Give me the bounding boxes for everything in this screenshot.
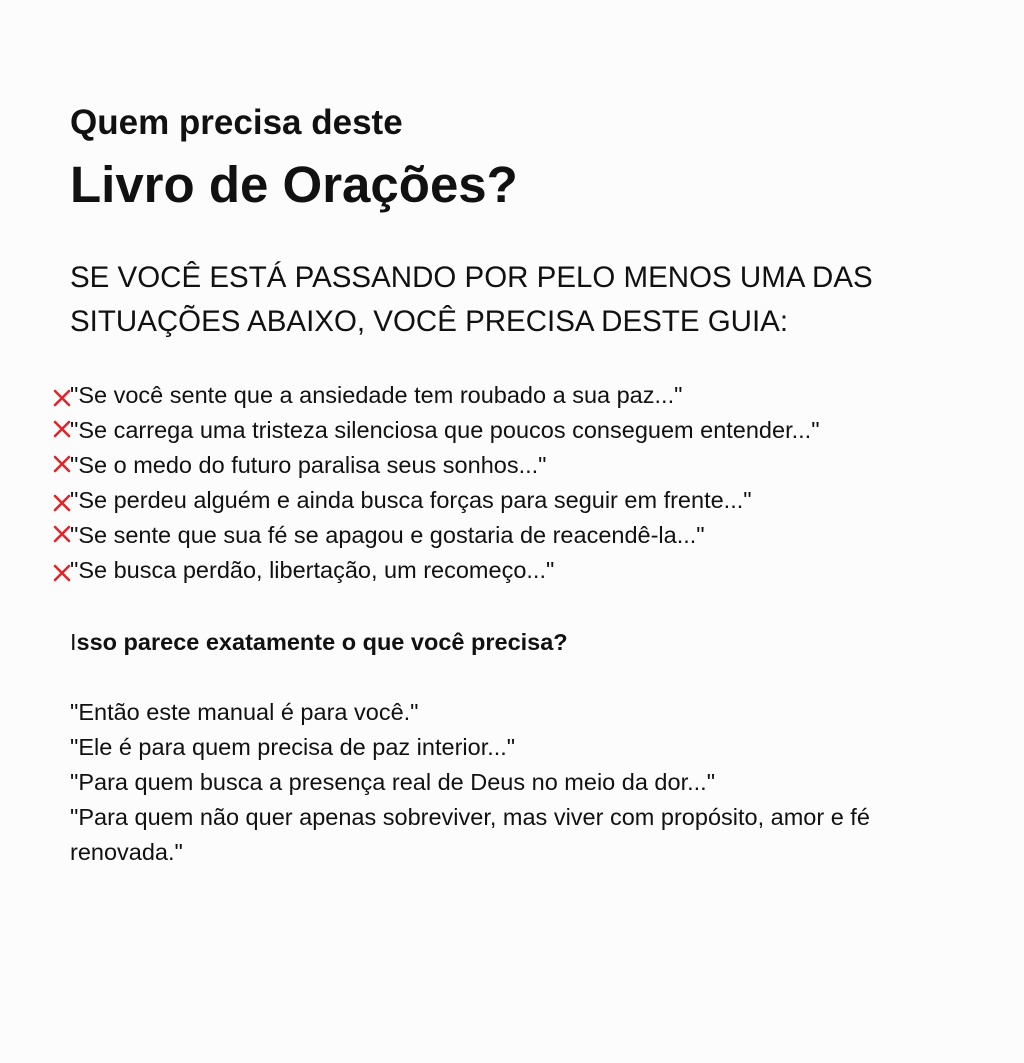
situation-item <box>40 448 820 483</box>
question-text: sso parece exatamente o que você precisa? <box>76 629 568 655</box>
situation-item <box>40 413 820 448</box>
closing-line: "Para quem não quer apenas sobreviver, mas viver com propósito, amor e fé renovada." <box>70 804 870 865</box>
x-mark-icon <box>52 454 72 474</box>
page-kicker: Quem precisa deste <box>70 103 403 142</box>
x-mark-icon <box>52 419 72 439</box>
situation-text: "Se busca perdão, libertação, um recomeço..." <box>70 557 555 583</box>
situation-text: "Se carrega uma tristeza silenciosa que poucos conseguem entender..." <box>70 417 820 443</box>
intro-line: SE VOCÊ ESTÁ PASSANDO POR PELO MENOS UMA DAS <box>70 261 873 294</box>
situation-item <box>40 518 820 553</box>
situation-text: "Se o medo do futuro paralisa seus sonhos..." <box>70 452 547 478</box>
question-heading <box>70 626 568 658</box>
intro-text <box>70 256 950 344</box>
closing-line: "Então este manual é para você." <box>70 699 419 725</box>
situation-item <box>40 553 820 588</box>
closing-paragraph <box>70 695 930 870</box>
closing-line: "Para quem busca a presença real de Deus no meio da dor..." <box>70 769 716 795</box>
x-mark-icon <box>52 388 72 408</box>
situation-item <box>40 483 820 518</box>
situation-item <box>40 378 820 413</box>
situation-text: "Se você sente que a ansiedade tem roubado a sua paz..." <box>70 382 683 408</box>
situations-list <box>40 378 820 588</box>
x-mark-icon <box>52 493 72 513</box>
closing-line: "Ele é para quem precisa de paz interior..." <box>70 734 516 760</box>
situation-text: "Se perdeu alguém e ainda busca forças para seguir em frente..." <box>70 487 752 513</box>
page-title: Livro de Orações? <box>70 156 518 213</box>
x-mark-icon <box>52 524 72 544</box>
question-first-letter: I <box>70 629 77 655</box>
situation-text: "Se sente que sua fé se apagou e gostaria de reacendê-la..." <box>70 522 705 548</box>
x-mark-icon <box>52 563 72 583</box>
intro-line: SITUAÇÕES ABAIXO, VOCÊ PRECISA DESTE GUIA: <box>70 305 789 338</box>
